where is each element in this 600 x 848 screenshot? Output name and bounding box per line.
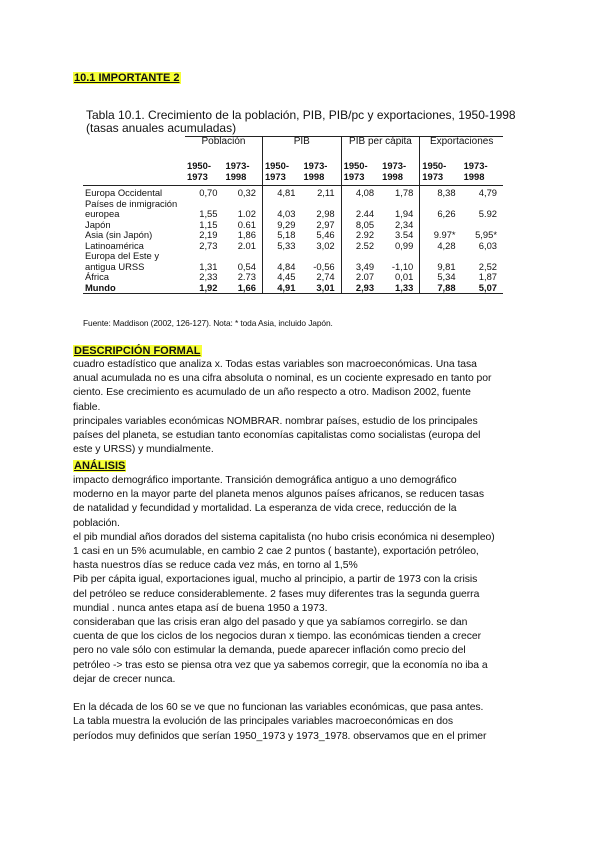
value-cell: 2,52 bbox=[478, 260, 497, 272]
value-cell: 9,81 bbox=[420, 251, 462, 272]
text-line: el pib mundial años dorados del sistema capitalista (no hubo crisis económica ni desempleo) bbox=[73, 531, 495, 543]
value-cell: 0,01 bbox=[395, 271, 414, 282]
value-cell: 9.97* bbox=[420, 230, 462, 241]
value-cell: 2,97 bbox=[316, 218, 335, 230]
year-header: 1950-1973 bbox=[420, 161, 462, 186]
group-header-poblacion: Población bbox=[185, 137, 262, 162]
group-header-exportaciones: Exportaciones bbox=[420, 137, 503, 162]
value-cell: 5,33 bbox=[262, 241, 301, 252]
value-cell: 2,34 bbox=[395, 218, 414, 230]
table-body bbox=[83, 186, 503, 294]
value-cell: 1,31 bbox=[199, 260, 218, 272]
text-line: En la década de los 60 se ve que no funcionan las variables económicas, que pasa antes. bbox=[73, 702, 484, 714]
value-cell: 4,45 bbox=[262, 272, 301, 283]
text-line: dejar de crecer nunca. bbox=[73, 673, 176, 685]
value-cell: 1,94 bbox=[395, 208, 414, 219]
value-cell: 2.07 bbox=[341, 272, 380, 283]
value-cell: 4,81 bbox=[262, 186, 301, 199]
value-cell: 2,93 bbox=[341, 283, 380, 294]
value-cell: 4,91 bbox=[262, 283, 301, 294]
value-cell: 1,78 bbox=[395, 187, 414, 198]
region-cell: Asia (sin Japón) bbox=[85, 229, 153, 240]
group-header-pib-per-capita: PIB per cápita bbox=[341, 137, 420, 162]
value-cell: -0,56 bbox=[313, 260, 335, 272]
text-line: anual acumulada no es una cifra absoluta o nominal, es un cociente expresado en tanto por bbox=[73, 373, 492, 385]
table-group-header-row bbox=[83, 137, 503, 162]
value-cell: 2.01 bbox=[237, 239, 256, 251]
value-cell: 6,03 bbox=[478, 239, 497, 251]
value-cell: 8,38 bbox=[420, 186, 462, 199]
year-header: 1950-1973 bbox=[185, 161, 223, 186]
value-cell: 5,34 bbox=[420, 272, 462, 283]
table-row bbox=[83, 251, 503, 272]
value-cell: 5,07 bbox=[462, 283, 503, 294]
text-line: cuadro estadístico que analiza x. Todas estas variables son macroeconómicas. Una tasa bbox=[73, 359, 477, 370]
region-cell: África bbox=[85, 271, 109, 282]
table-row bbox=[83, 272, 503, 283]
table-years-corner bbox=[83, 161, 185, 186]
text-line: pero no vale sólo con estimular la demanda, puede aparecer inflación como precio del bbox=[73, 645, 466, 657]
text-line: Pib per cápita igual, exportaciones igual, mucho al principio, a partir de 1973 con la crisis bbox=[73, 574, 478, 586]
text-line: fiable. bbox=[73, 401, 101, 413]
value-cell: 1.02 bbox=[237, 208, 256, 219]
value-cell: 9,29 bbox=[262, 220, 301, 231]
value-cell: 0,54 bbox=[237, 260, 256, 272]
text-line bbox=[73, 687, 528, 701]
value-cell: 2,33 bbox=[199, 271, 218, 282]
table-source-note: Fuente: Maddison (2002, 126-127). Nota: * toda Asia, incluido Japón. bbox=[83, 318, 333, 328]
table-row bbox=[83, 283, 503, 294]
text-line: períodos muy definidos que serían 1950_1973 y 1973_1978. observamos que en el primer bbox=[73, 730, 487, 742]
year-header: 1973-1998 bbox=[301, 161, 341, 186]
text-line: principales variables económicas NOMBRAR. nombrar países, estudio de los principales bbox=[73, 415, 478, 427]
value-cell: 0,99 bbox=[395, 239, 414, 251]
text-line: 1 casi en un 5% acumulable, en cambio 2 cae 2 puntos ( bastante), exportación petróleo, bbox=[73, 546, 479, 558]
text-line: de natalidad y fecundidad y mortalidad. La esperanza de vida crece, reducción de la bbox=[73, 503, 457, 515]
value-cell: 5,46 bbox=[316, 229, 335, 240]
text-line: países del planeta, se estudian tanto economías capitalistas como socialistas (europa del bbox=[73, 430, 481, 442]
table-years-header-row bbox=[83, 161, 503, 186]
value-cell: 4,84 bbox=[262, 251, 301, 272]
group-header-pib: PIB bbox=[262, 137, 341, 162]
text-line: del petróleo se reduce considerablemente. 2 fases muy diferentes tras la segunda guerra bbox=[73, 588, 480, 600]
value-cell: 1,86 bbox=[237, 229, 256, 240]
value-cell: 1,66 bbox=[223, 283, 262, 294]
table-row bbox=[83, 186, 503, 199]
year-header: 1973-1998 bbox=[380, 161, 420, 186]
text-line: hasta nuestros días se reduce cada vez más, en torno al 1,5% bbox=[73, 560, 358, 572]
value-cell: 2,11 bbox=[317, 187, 335, 198]
value-cell: 2.44 bbox=[341, 199, 380, 220]
table-row bbox=[83, 199, 503, 220]
value-cell: 5,18 bbox=[262, 230, 301, 241]
text-line: moderno en la mayor parte del planeta menos algunos países africanos, se reducen tasas bbox=[73, 489, 484, 501]
year-header: 1950-1973 bbox=[262, 161, 301, 186]
value-cell: 1,33 bbox=[380, 283, 420, 294]
value-cell: 3.54 bbox=[395, 229, 414, 240]
table-corner-cell bbox=[83, 137, 185, 162]
text-line: ciento. Ese crecimiento es acumulado de un año respecto a otro. Madison 2002, fuente bbox=[73, 387, 471, 399]
value-cell: 2,98 bbox=[316, 208, 335, 219]
text-line: impacto demográfico importante. Transición demográfica antiguo a uno demográfico bbox=[73, 475, 457, 486]
value-cell: -1,10 bbox=[391, 260, 414, 272]
value-cell: 1,87 bbox=[478, 271, 497, 282]
value-cell: 5,95* bbox=[475, 229, 497, 240]
region-cell: Japón bbox=[85, 218, 111, 230]
value-cell: 4,08 bbox=[341, 186, 380, 199]
document-title: 10.1 IMPORTANTE 2 bbox=[74, 72, 180, 84]
value-cell: 1,55 bbox=[199, 208, 218, 219]
year-header: 1950-1973 bbox=[341, 161, 380, 186]
value-cell: 3,02 bbox=[316, 239, 335, 251]
value-cell: 3,49 bbox=[341, 251, 380, 272]
value-cell: 4,28 bbox=[420, 241, 462, 252]
table-row bbox=[83, 230, 503, 241]
value-cell: 0,32 bbox=[237, 187, 256, 198]
value-cell: 2.52 bbox=[341, 241, 380, 252]
value-cell: 2.73 bbox=[237, 271, 256, 282]
text-line: consideraban que las crisis eran algo del pasado y que ya sabíamos corregirlo. se dan bbox=[73, 617, 468, 629]
value-cell: 4,03 bbox=[262, 199, 301, 220]
text-line: petróleo -> tras esto se piensa otra vez que ya sabemos corregir, que la economía no iba a bbox=[73, 659, 488, 671]
growth-table bbox=[83, 136, 503, 294]
region-cell: Latinoamérica bbox=[85, 239, 144, 251]
value-cell: 1,92 bbox=[185, 283, 223, 294]
value-cell: 2,74 bbox=[316, 271, 335, 282]
text-line: población. bbox=[73, 517, 120, 529]
value-cell: 2,73 bbox=[199, 239, 218, 251]
value-cell: 3,01 bbox=[301, 283, 341, 294]
text-line: mundial . nunca antes etapa así de buena 1950 a 1973. bbox=[73, 602, 328, 614]
value-cell: 4,79 bbox=[478, 187, 497, 198]
region-cell: Europa Occidental bbox=[85, 187, 163, 198]
text-line: este y URSS) y mundialmente. bbox=[73, 444, 214, 456]
value-cell: 0,70 bbox=[199, 187, 218, 198]
value-cell: 2.92 bbox=[341, 230, 380, 241]
region-cell: Europa del Este y antigua URSS bbox=[85, 250, 160, 272]
region-cell: Mundo bbox=[83, 283, 185, 294]
value-cell: 1,15 bbox=[199, 218, 218, 230]
value-cell: 7,88 bbox=[420, 283, 462, 294]
value-cell: 0.61 bbox=[237, 218, 256, 230]
formal-description-text bbox=[73, 358, 528, 457]
value-cell: 8,05 bbox=[341, 220, 380, 231]
value-cell: 6,26 bbox=[420, 199, 462, 220]
text-line: cuenta de que los ciclos de los negocios duran x tiempo. las económicas tienden a crecer bbox=[73, 631, 481, 643]
table-caption: Tabla 10.1. Crecimiento de la población, PIB, PIB/pc y exportaciones, 1950-1998 (tasas anuales acumuladas) bbox=[86, 108, 516, 135]
section-heading-formal: DESCRIPCIÓN FORMAL bbox=[74, 345, 201, 357]
analysis-text bbox=[73, 474, 528, 744]
section-heading-analisis: ANÁLISIS bbox=[74, 460, 126, 472]
year-header: 1973-1998 bbox=[223, 161, 262, 186]
value-cell: 5.92 bbox=[478, 208, 497, 219]
region-cell: Países de inmigración europea bbox=[85, 197, 178, 219]
text-line: La tabla muestra la evolución de las principales variables macroeconómicas en dos bbox=[73, 716, 454, 728]
value-cell: 2,19 bbox=[199, 229, 218, 240]
year-header: 1973-1998 bbox=[462, 161, 503, 186]
